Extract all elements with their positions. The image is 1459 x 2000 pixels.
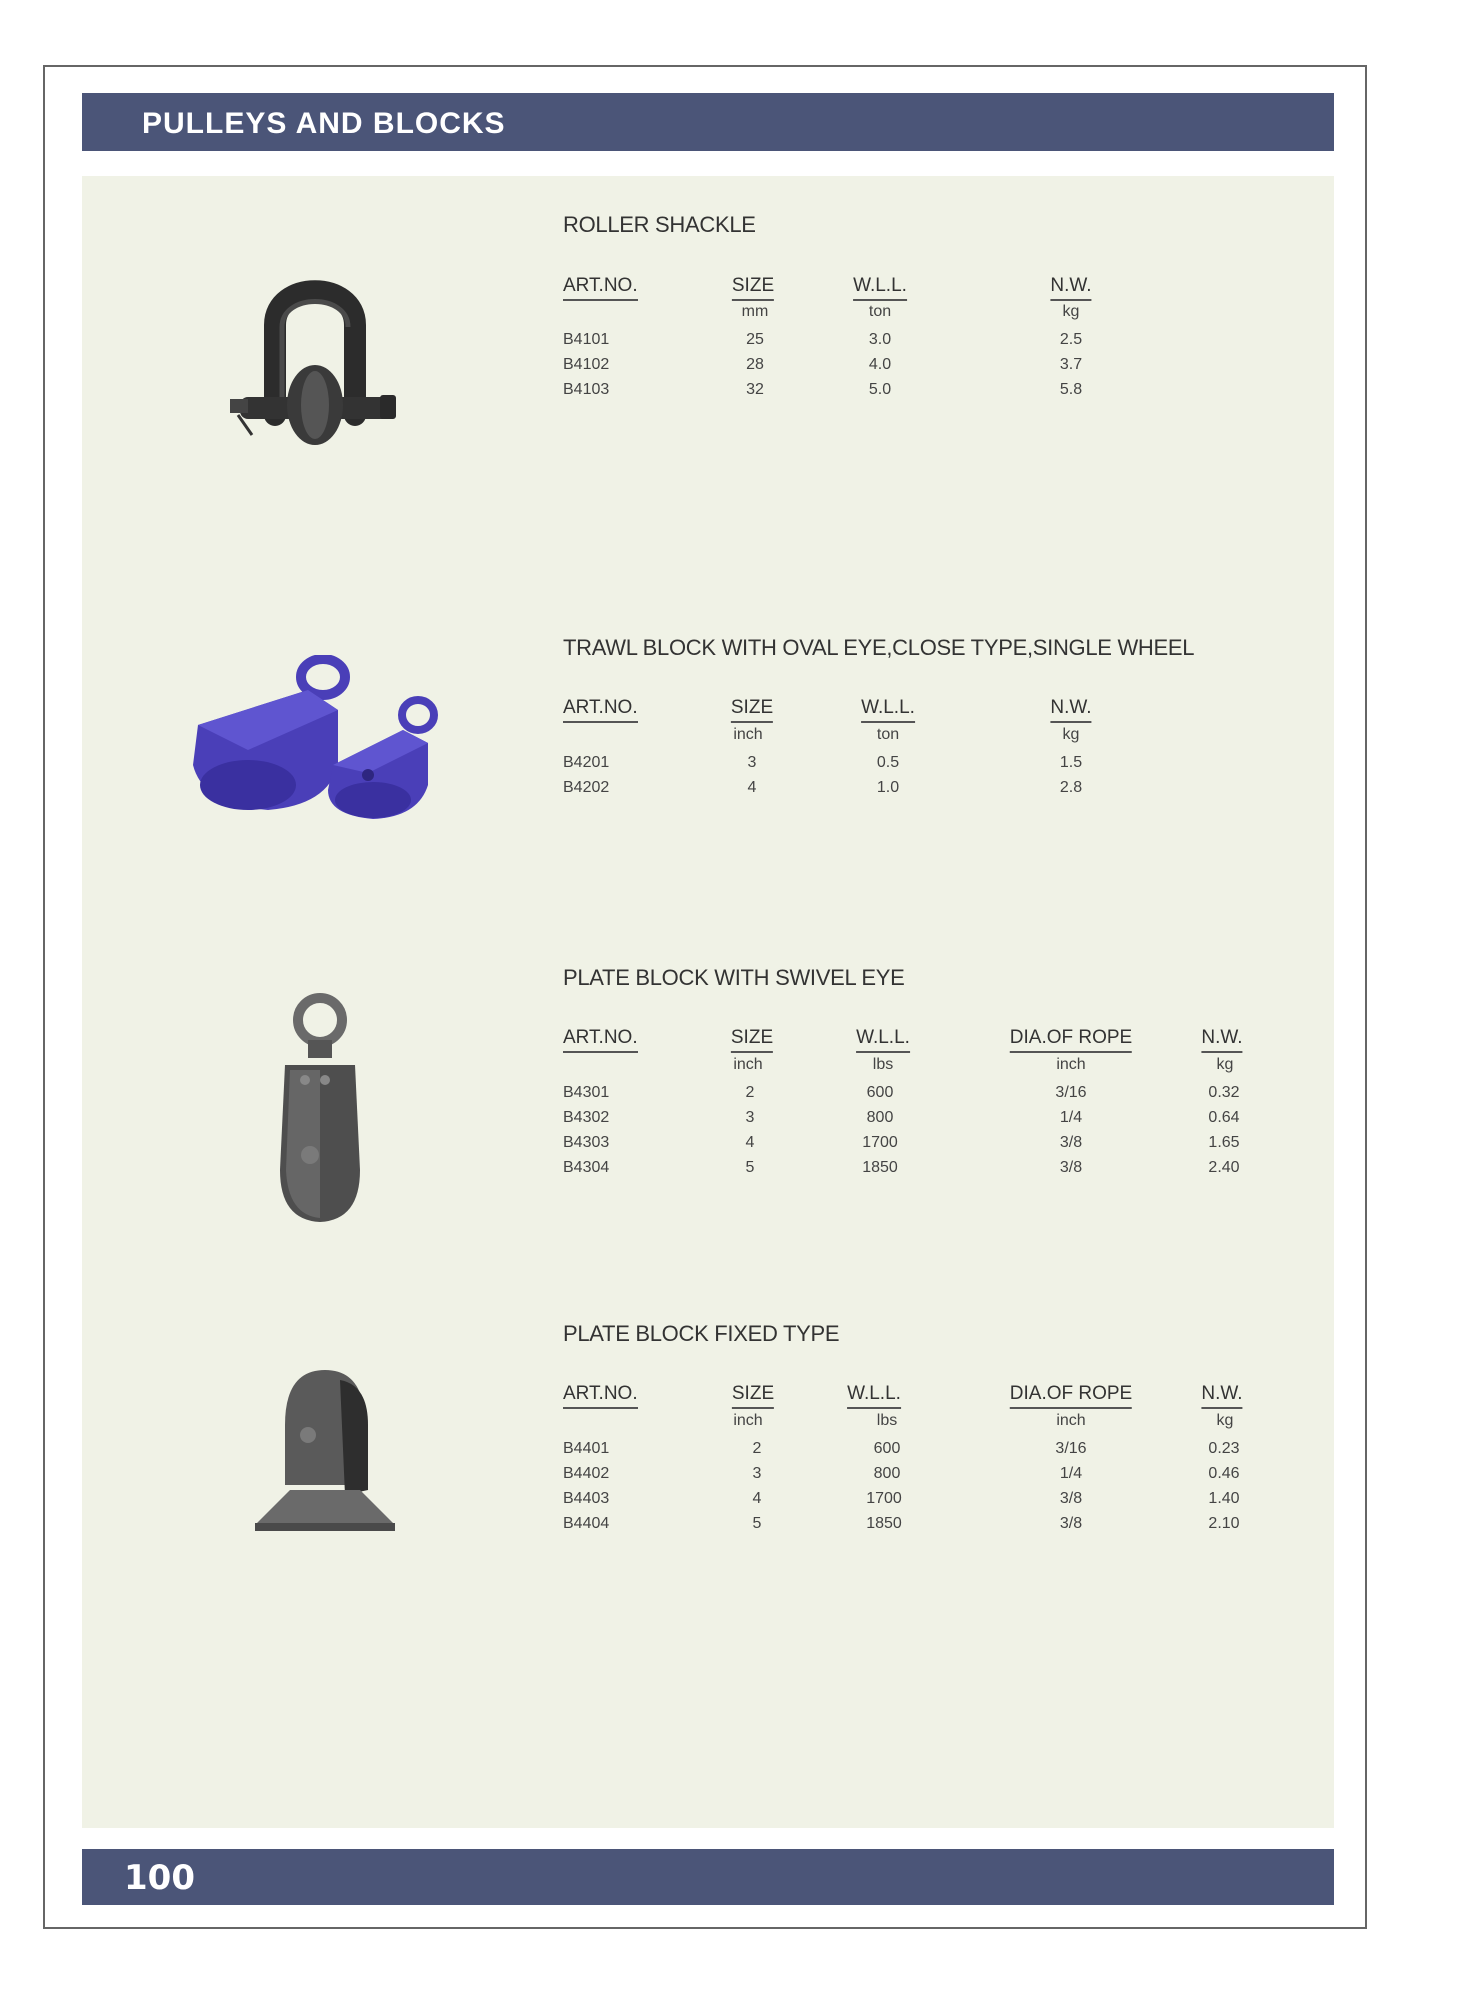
column-header: DIA.OF ROPE: [1010, 1383, 1132, 1409]
table-cell: 2.10: [1208, 1515, 1240, 1532]
section-title-trawl-block: TRAWL BLOCK WITH OVAL EYE,CLOSE TYPE,SINGLE WHEEL: [563, 635, 1195, 660]
table-cell: 0.32: [1208, 1084, 1240, 1101]
unit-label: kg: [1216, 1412, 1234, 1429]
unit-label: inch: [1056, 1056, 1086, 1073]
section-title-swivel-plate-block: PLATE BLOCK WITH SWIVEL EYE: [563, 965, 905, 990]
column-header: DIA.OF ROPE: [1010, 1027, 1132, 1053]
column-header: SIZE: [732, 1383, 774, 1409]
table-cell: 5.0: [868, 381, 892, 398]
table-cell: 3/8: [1059, 1490, 1083, 1507]
table-cell: 2.8: [1059, 779, 1083, 796]
table-cell: 1.0: [876, 779, 900, 796]
table-cell: 4: [745, 1134, 755, 1151]
table-cell: B4303: [563, 1134, 610, 1151]
table-cell: 4.0: [868, 356, 892, 373]
table-cell: 3/16: [1055, 1440, 1087, 1457]
table-cell: B4201: [563, 754, 610, 771]
unit-label: kg: [1216, 1056, 1234, 1073]
table-cell: 800: [873, 1465, 901, 1482]
table-cell: 0.64: [1208, 1109, 1240, 1126]
column-header: N.W.: [1201, 1027, 1242, 1053]
table-cell: B4202: [563, 779, 610, 796]
page-title: PULLEYS AND BLOCKS: [142, 107, 506, 140]
table-cell: 1850: [866, 1515, 902, 1532]
swivel-plate-block-image: [260, 990, 380, 1230]
unit-label: mm: [741, 303, 769, 320]
table-cell: B4304: [563, 1159, 610, 1176]
table-cell: 32: [746, 381, 764, 398]
unit-label: lbs: [876, 1412, 898, 1429]
table-cell: 1.65: [1208, 1134, 1240, 1151]
table-cell: B4404: [563, 1515, 610, 1532]
section-title-roller-shackle: ROLLER SHACKLE: [563, 212, 756, 237]
unit-label: inch: [1056, 1412, 1086, 1429]
column-header: N.W.: [1050, 275, 1091, 301]
table-cell: B4101: [563, 331, 610, 348]
table-cell: 3: [752, 1465, 762, 1482]
table-cell: 5: [752, 1515, 762, 1532]
section-title-fixed-plate-block: PLATE BLOCK FIXED TYPE: [563, 1321, 840, 1346]
column-header: W.L.L.: [861, 697, 915, 723]
unit-label: lbs: [872, 1056, 894, 1073]
column-header: N.W.: [1201, 1383, 1242, 1409]
table-cell: 5.8: [1059, 381, 1083, 398]
table-cell: 600: [866, 1084, 894, 1101]
table-cell: 5: [745, 1159, 755, 1176]
table-cell: 3/8: [1059, 1515, 1083, 1532]
column-header: SIZE: [732, 275, 774, 301]
unit-label: kg: [1062, 303, 1080, 320]
trawl-block-image: [188, 655, 458, 825]
table-cell: 0.5: [876, 754, 900, 771]
table-cell: 3: [745, 1109, 755, 1126]
table-cell: 2: [745, 1084, 755, 1101]
table-cell: 2: [752, 1440, 762, 1457]
table-cell: B4103: [563, 381, 610, 398]
footer-bar: [82, 1849, 1334, 1905]
table-cell: B4401: [563, 1440, 610, 1457]
table-cell: 3/16: [1055, 1084, 1087, 1101]
table-cell: 800: [866, 1109, 894, 1126]
column-header: ART.NO.: [563, 1383, 638, 1409]
table-cell: 3/8: [1059, 1134, 1083, 1151]
table-cell: 600: [873, 1440, 901, 1457]
column-header: N.W.: [1050, 697, 1091, 723]
table-cell: B4102: [563, 356, 610, 373]
roller-shackle-image: [230, 265, 400, 455]
column-header: W.L.L.: [856, 1027, 910, 1053]
table-cell: 1700: [862, 1134, 898, 1151]
table-cell: 0.46: [1208, 1465, 1240, 1482]
unit-label: kg: [1062, 726, 1080, 743]
table-cell: 3/8: [1059, 1159, 1083, 1176]
table-cell: 1850: [862, 1159, 898, 1176]
table-cell: 1/4: [1059, 1465, 1083, 1482]
table-cell: B4403: [563, 1490, 610, 1507]
unit-label: inch: [733, 1412, 763, 1429]
column-header: ART.NO.: [563, 697, 638, 723]
table-cell: 1/4: [1059, 1109, 1083, 1126]
unit-label: ton: [868, 303, 892, 320]
table-cell: 1700: [866, 1490, 902, 1507]
table-cell: 2.40: [1208, 1159, 1240, 1176]
table-cell: 1.5: [1059, 754, 1083, 771]
table-cell: B4301: [563, 1084, 610, 1101]
column-header: ART.NO.: [563, 275, 638, 301]
table-cell: 2.5: [1059, 331, 1083, 348]
page-number: 100: [124, 1858, 195, 1898]
table-cell: 28: [746, 356, 764, 373]
table-cell: B4402: [563, 1465, 610, 1482]
unit-label: inch: [733, 1056, 763, 1073]
column-header: W.L.L.: [847, 1383, 901, 1409]
table-cell: 3: [747, 754, 757, 771]
header-bar: [82, 93, 1334, 151]
table-cell: 3.0: [868, 331, 892, 348]
column-header: ART.NO.: [563, 1027, 638, 1053]
table-cell: 3.7: [1059, 356, 1083, 373]
table-cell: 4: [752, 1490, 762, 1507]
table-cell: B4302: [563, 1109, 610, 1126]
column-header: W.L.L.: [853, 275, 907, 301]
unit-label: ton: [876, 726, 900, 743]
column-header: SIZE: [731, 1027, 773, 1053]
table-cell: 25: [746, 331, 764, 348]
table-cell: 1.40: [1208, 1490, 1240, 1507]
fixed-plate-block-image: [250, 1365, 400, 1540]
column-header: SIZE: [731, 697, 773, 723]
table-cell: 4: [747, 779, 757, 796]
unit-label: inch: [733, 726, 763, 743]
table-cell: 0.23: [1208, 1440, 1240, 1457]
